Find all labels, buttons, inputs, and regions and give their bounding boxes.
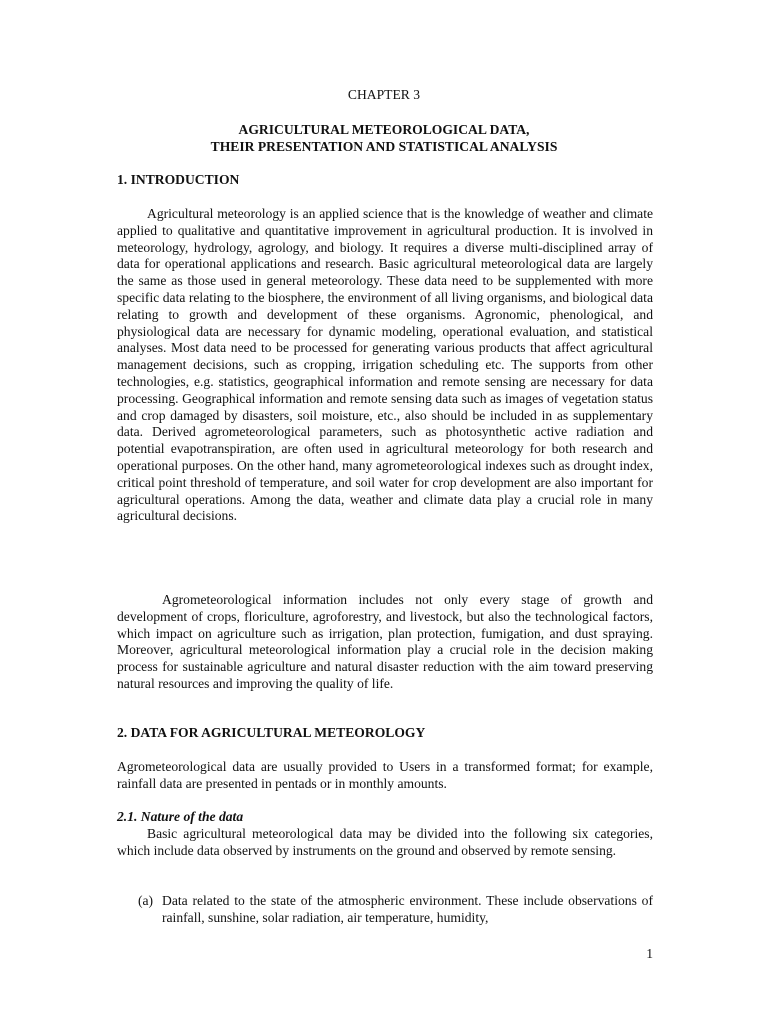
- chapter-label: CHAPTER 3: [347, 87, 421, 102]
- section-heading-data: 2. DATA FOR AGRICULTURAL METEOROLOGY: [117, 725, 426, 740]
- chapter-title-line-2: THEIR PRESENTATION AND STATISTICAL ANALYSIS: [210, 139, 558, 154]
- paragraph-introduction-2: Agrometeorological information includes not only every stage of growth and development of crops, floriculture, agroforestry, and livestock, but also the technological factors, which impact on agriculture such as irrigation, plan protection, fumigation, and dust spraying. Moreover, agricultural meteorological information play a crucial role in the decision making process for sustainable agriculture and natural disaster reduction with the aim toward preserving natural resources and improving the quality of life.: [117, 592, 653, 691]
- section-heading-introduction: 1. INTRODUCTION: [117, 172, 240, 187]
- list-item-marker: (a): [138, 893, 154, 908]
- paragraph-introduction-1: Agricultural meteorology is an applied science that is the knowledge of weather and climate applied to qualitative and quantitative improvement in agricultural production. It is involved in meteorology, hydrology, agrology, and biology. It requires a diverse multi-disciplined array of data for operational applications and research. Basic agricultural meteorological data are largely the same as those used in general meteorology. These data need to be supplemented with more specific data relating to the biosphere, the environment of all living organisms, and biological data relating to growth and development of these organisms. Agronomic, phenological, and physiological data are necessary for dynamic modeling, operational evaluation, and statistical analyses. Most data need to be processed for generating various products that affect agricultural management decisions, such as cropping, irrigation scheduling etc. The supports from other technologies, e.g. statistics, geographical information and remote sensing are necessary for data processing. Geographical information and remote sensing data such as images of vegetation status and crop damaged by disasters, soil moisture, etc., also should be included in as supplementary data. Derived agrometeorological parameters, such as photosynthetic active radiation and potential evapotranspiration, are often used in agricultural meteorology for both research and operational purposes. On the other hand, many agrometeorological indexes such as drought index, critical point threshold of temperature, and soil water for crop development are also important for agricultural operations. Among the data, weather and climate data play a crucial role in many agricultural decisions.: [117, 206, 653, 524]
- paragraph-nature-of-data: Basic agricultural meteorological data may be divided into the following six categories, which include data observed by instruments on the ground and observed by remote sensing.: [117, 826, 653, 858]
- chapter-title-line-1: AGRICULTURAL METEOROLOGICAL DATA,: [238, 122, 530, 137]
- list-item-a: [138, 893, 653, 927]
- list-item-text: Data related to the state of the atmospheric environment. These include observations of rainfall, sunshine, solar radiation, air temperature, humidity,: [162, 893, 653, 925]
- chapter-title: [0, 121, 768, 155]
- subsection-heading-nature-of-data: 2.1. Nature of the data: [117, 809, 244, 824]
- page-number: 1: [646, 946, 653, 961]
- paragraph-data-1: Agrometeorological data are usually provided to Users in a transformed format; for example, rainfall data are presented in pentads or in monthly amounts.: [117, 759, 653, 791]
